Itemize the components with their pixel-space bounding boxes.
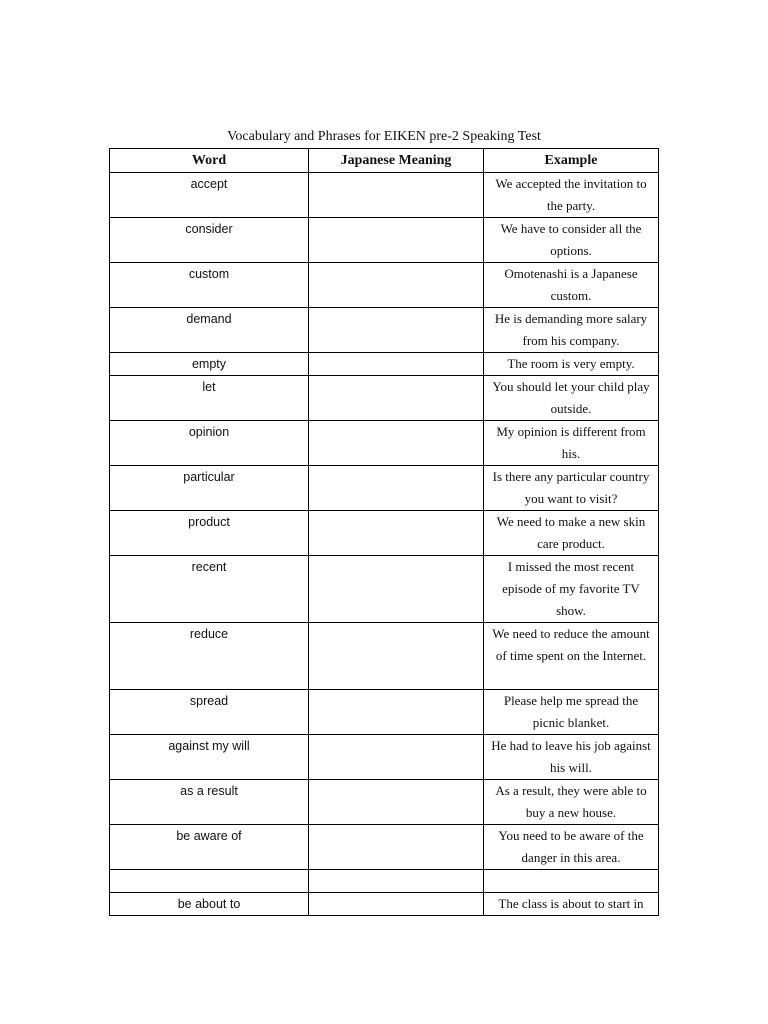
table-row [110, 735, 659, 780]
word-cell: product [110, 511, 309, 556]
word-cell: spread [110, 690, 309, 735]
word-cell: be about to [110, 893, 309, 916]
table-row [110, 780, 659, 825]
example-cell: I missed the most recent episode of my favorite TV show. [484, 556, 659, 623]
meaning-cell [309, 690, 484, 735]
meaning-cell [309, 263, 484, 308]
example-cell: My opinion is different from his. [484, 421, 659, 466]
word-cell: let [110, 376, 309, 421]
example-cell: Please help me spread the picnic blanket. [484, 690, 659, 735]
table-row [110, 870, 659, 893]
meaning-cell [309, 825, 484, 870]
table-row [110, 376, 659, 421]
table-row [110, 218, 659, 263]
example-cell: You need to be aware of the danger in this area. [484, 825, 659, 870]
table-row [110, 690, 659, 735]
table-row [110, 173, 659, 218]
header-japanese-meaning: Japanese Meaning [309, 149, 484, 173]
meaning-cell [309, 376, 484, 421]
example-cell: As a result, they were able to buy a new house. [484, 780, 659, 825]
meaning-cell [309, 511, 484, 556]
meaning-cell [309, 623, 484, 690]
meaning-cell [309, 308, 484, 353]
word-cell: demand [110, 308, 309, 353]
example-cell: We have to consider all the options. [484, 218, 659, 263]
table-row [110, 466, 659, 511]
table-row [110, 421, 659, 466]
table-row [110, 623, 659, 690]
meaning-cell [309, 353, 484, 376]
vocabulary-table [109, 148, 659, 916]
example-cell: The class is about to start in [484, 893, 659, 916]
meaning-cell [309, 466, 484, 511]
meaning-cell [309, 780, 484, 825]
example-cell [484, 870, 659, 893]
header-word: Word [110, 149, 309, 173]
meaning-cell [309, 556, 484, 623]
header-example: Example [484, 149, 659, 173]
meaning-cell [309, 218, 484, 263]
table-row [110, 893, 659, 916]
meaning-cell [309, 870, 484, 893]
example-cell: We accepted the invitation to the party. [484, 173, 659, 218]
example-cell: He is demanding more salary from his company. [484, 308, 659, 353]
word-cell: empty [110, 353, 309, 376]
meaning-cell [309, 735, 484, 780]
word-cell: accept [110, 173, 309, 218]
example-cell: We need to make a new skin care product. [484, 511, 659, 556]
meaning-cell [309, 893, 484, 916]
meaning-cell [309, 421, 484, 466]
word-cell: particular [110, 466, 309, 511]
table-row [110, 263, 659, 308]
example-cell: He had to leave his job against his will. [484, 735, 659, 780]
table-row [110, 556, 659, 623]
table-row [110, 511, 659, 556]
table-row [110, 825, 659, 870]
word-cell: opinion [110, 421, 309, 466]
word-cell: recent [110, 556, 309, 623]
example-cell: You should let your child play outside. [484, 376, 659, 421]
word-cell: as a result [110, 780, 309, 825]
example-cell: Is there any particular country you want to visit? [484, 466, 659, 511]
word-cell: consider [110, 218, 309, 263]
word-cell: against my will [110, 735, 309, 780]
word-cell [110, 870, 309, 893]
table-row [110, 308, 659, 353]
header-row [110, 149, 659, 173]
example-cell: The room is very empty. [484, 353, 659, 376]
document-title: Vocabulary and Phrases for EIKEN pre-2 Speaking Test [227, 129, 541, 144]
word-cell: custom [110, 263, 309, 308]
word-cell: be aware of [110, 825, 309, 870]
meaning-cell [309, 173, 484, 218]
table-row [110, 353, 659, 376]
example-cell: We need to reduce the amount of time spent on the Internet. [484, 623, 659, 690]
example-cell: Omotenashi is a Japanese custom. [484, 263, 659, 308]
word-cell: reduce [110, 623, 309, 690]
